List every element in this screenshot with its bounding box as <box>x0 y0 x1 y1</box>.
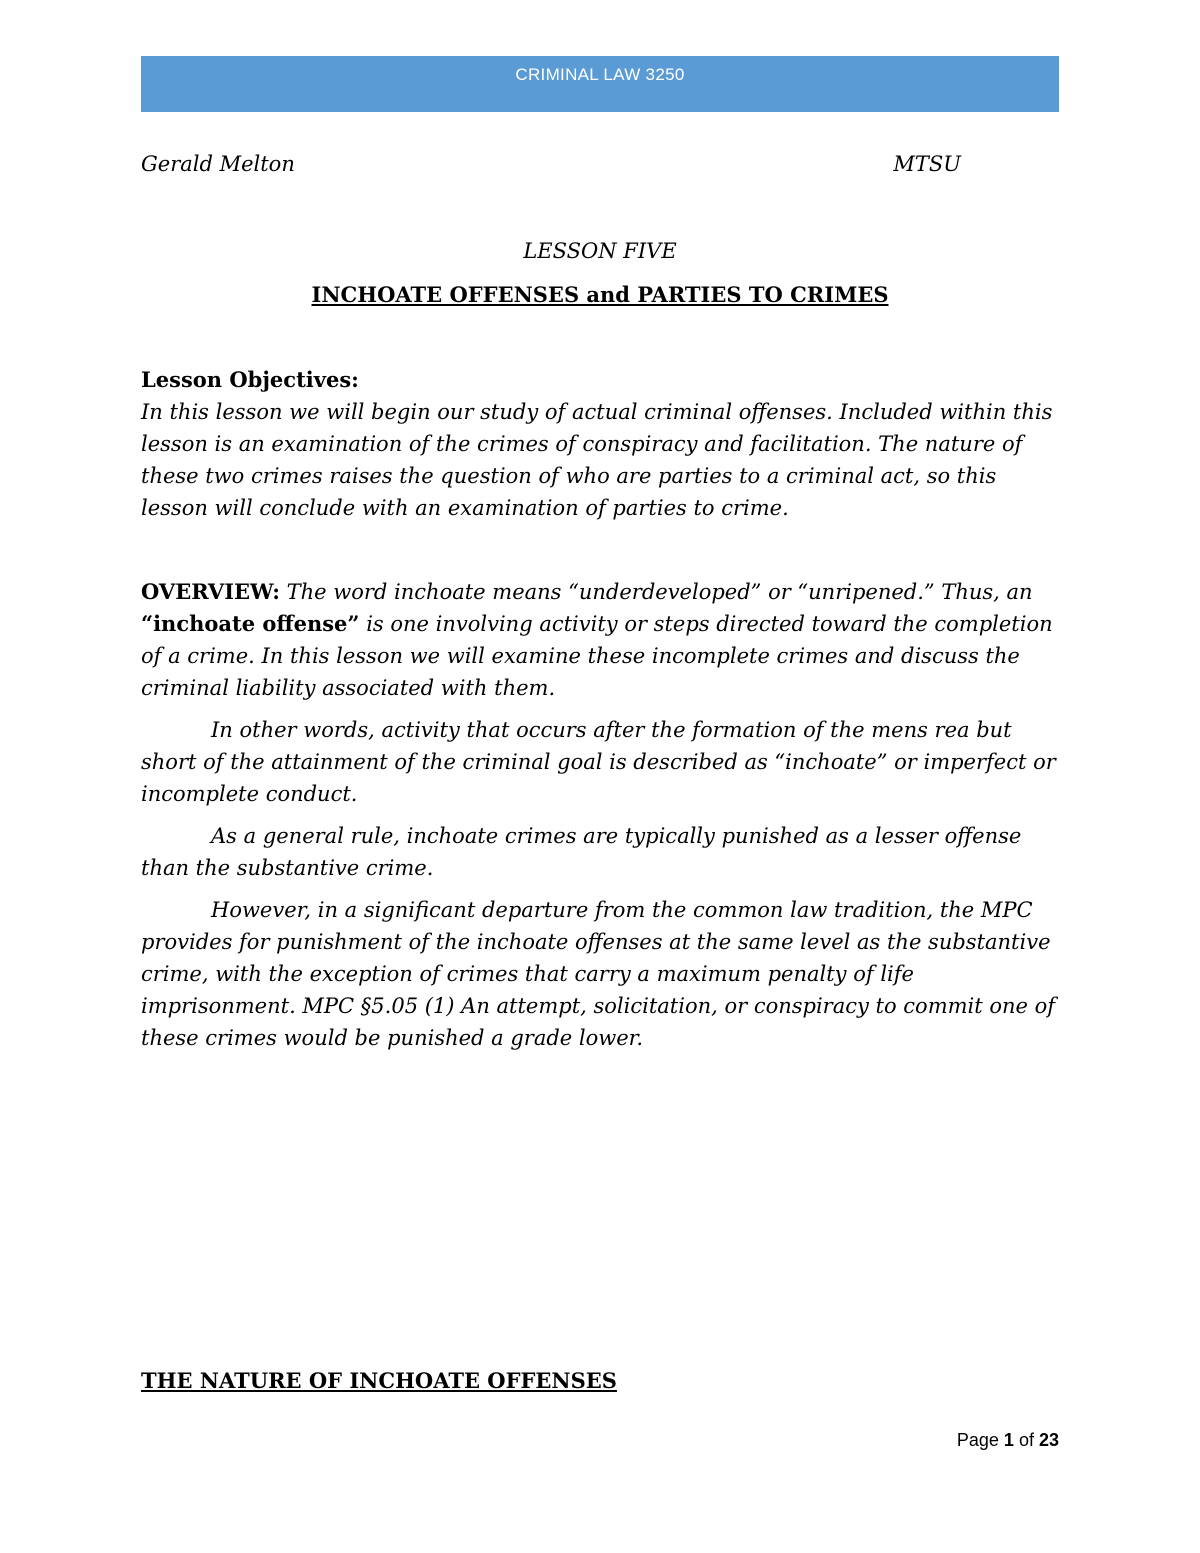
page-footer <box>957 1430 1059 1451</box>
institution-name: MTSU <box>893 152 961 176</box>
body-paragraph: In other words, activity that occurs after the formation of the mens rea but short of the attainment of the criminal goal is described as “inchoate” or imperfect or incomplete conduct. <box>141 718 1056 806</box>
author-line <box>141 152 961 176</box>
current-page-number: 1 <box>1003 1430 1014 1450</box>
overview-paragraph <box>141 576 1066 704</box>
objectives-text: In this lesson we will begin our study of actual criminal offenses. Included within this lesson is an examination of the crimes of conspiracy and facilitation. The nature of these two crimes raises the question of who are parties to a criminal act, so this lesson will conclude with an examination of parties to crime. <box>141 400 1053 520</box>
lesson-label: LESSON FIVE <box>523 239 677 263</box>
total-pages-number: 23 <box>1038 1430 1059 1450</box>
overview-text-2: is one involving activity or steps directed toward the completion of a crime. In this lesson we will examine these incomplete crimes and discuss the criminal liability associated with them. <box>141 612 1053 700</box>
of-word: of <box>1018 1430 1034 1450</box>
overview-label: OVERVIEW: <box>141 579 280 604</box>
overview-text-1: The word inchoate means “underdeveloped” or “unripened.” Thus, an <box>279 580 1033 604</box>
body-paragraph: As a general rule, inchoate crimes are typically punished as a lesser offense than the substantive crime. <box>141 824 1022 880</box>
body-paragraph: However, in a significant departure from the common law tradition, the MPC provides for punishment of the inchoate offenses at the same level as the substantive crime, with the exception of crimes that carry a maximum penalty of life imprisonment. MPC §5.05 (1) An attempt, solicitation, or conspiracy to commit one of these crimes would be punished a grade lower. <box>141 898 1056 1050</box>
overview-bold-term: “inchoate offense” <box>141 611 360 636</box>
course-title: CRIMINAL LAW 3250 <box>515 65 685 84</box>
lesson-title: INCHOATE OFFENSES and PARTIES TO CRIMES <box>311 282 889 307</box>
objectives-heading: Lesson Objectives: <box>141 367 359 392</box>
header-bar <box>141 56 1059 112</box>
section-heading: THE NATURE OF INCHOATE OFFENSES <box>141 1368 617 1393</box>
page-word: Page <box>956 1430 999 1450</box>
author-name: Gerald Melton <box>141 152 295 176</box>
main-content <box>141 364 1066 1054</box>
